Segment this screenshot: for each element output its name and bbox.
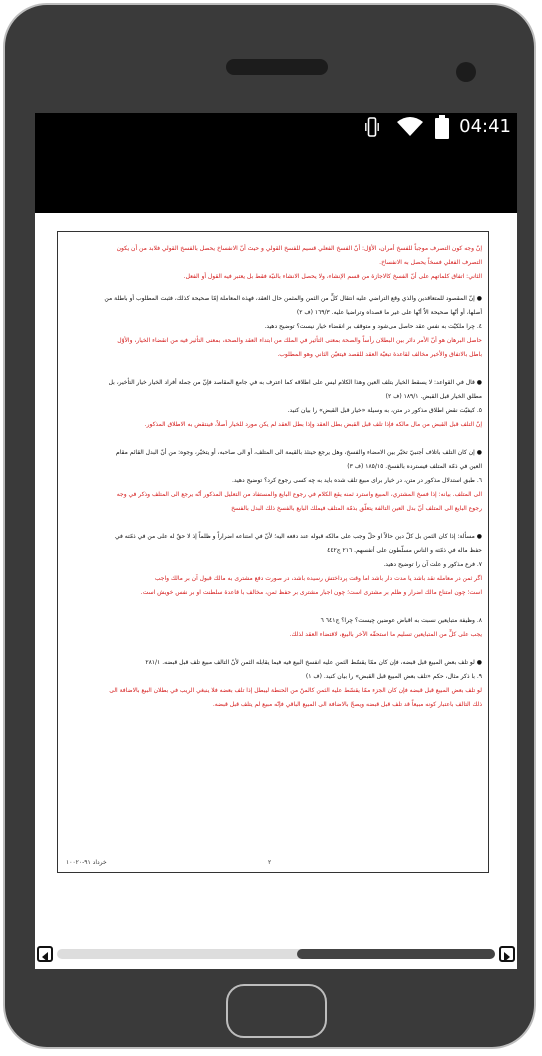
page-content — [62, 242, 482, 712]
text-line: ● لو تلف بعض المبيع قبل قبضه، فإن كان ممّا يقسّط الثمن عليه انفسخ البيع فيه فيما يقابله الثمن لأنّ التالف مبيع تلف قبل قبضه. ٢٨١/١ — [145, 659, 482, 666]
answer-line: إنّ وجه كون التصرف موجباً للفسخ أمران، الأوّل: أنّ الفسخ الفعلي قسيم للفسخ القولي و حيث أنّ الانفساخ يحصل بالفسخ القولي فلابد من أن يكون — [116, 245, 482, 252]
scrollbar-thumb[interactable] — [297, 949, 495, 959]
answer-line: ذلك التالف باعتبار كونه مبيعاً قد تلف قبل قبضه ويصحّ بالاضافة الى المبيع الباقي فإنّه مبيع لم يتلف قبل قبضه. — [212, 701, 482, 708]
home-button[interactable] — [226, 984, 327, 1038]
text-line: مطلق الخيار قبل القبض. ١٨٩/١ (ف ٢) — [385, 393, 482, 400]
vibrate-icon — [365, 117, 379, 137]
page-number: ٢ — [268, 859, 272, 866]
text-line: ● إنّ المقصود للمتعاقدين والذي وقع التراضي عليه انتقال كلٍّ من الثمن والمثمن حال العقد، فهذه المعاملة إمّا صحيحة كذلك، فثبت المطلوب أو باطلة من — [104, 295, 482, 302]
answer-line: الى المتلف. بيانه: إذا فسخ المشتري، المبيع واسترد ثمنه يقع الكلام في رجوع البايع والمستفاد من التعليل المذكور أنّه يرجع الى المتلف وذكر في وجه — [116, 491, 482, 498]
status-time: 04:41 — [459, 116, 511, 137]
paragraph-spacer — [62, 432, 482, 446]
text-line: ٨. وظيفة متبايعين نسبت به اقباض عوضين چيست؟ چرا؟ ج٦٤١ ٦ — [320, 617, 482, 624]
answer-line: يجب على كلٍّ من المتبايعين تسليم ما استحقّه الآخر بالبيع، لاقتضاء العقد لذلك. — [289, 631, 482, 638]
footer-date: خرداد ٩١-١٠٠٢٠ — [66, 859, 107, 866]
text-line: ● إن كان التلف باتلاف أجنبيّ تخيّر بين الامضاء والفسخ، وهل يرجع حينئذ بالقيمة الى المتلف، أو الى صاحبه، أو يتخيّر، وجوه: من أنّ البدل القائم مقام — [116, 449, 482, 456]
speaker-grille — [226, 59, 328, 75]
paragraph-spacer — [62, 516, 482, 530]
front-camera — [456, 62, 476, 82]
scroll-right-button[interactable] — [499, 946, 515, 962]
answer-line: حاصل البرهان هو أنّ الأمر دائر بين البطلان رأساً والصحة بمعنى التأثير في الملك من ابتداء العقد والصحة، بمعنى التأثير فيه من انقضاء الخيار، والأوّل — [117, 337, 482, 344]
answer-line: رجوع البايع الى المتلف أنّ بدل العين التالفة يتعلّق بذمّة المتلف فيملك البايع بالفسخ ذلك البدل بالفسخ — [231, 505, 482, 512]
answer-line: باطل بالاتفاق والأخير مخالف لقاعدة تبعيّة العقد للقصد فيتعيّن الثاني وهو المطلوب. — [277, 351, 482, 358]
horizontal-scrollbar[interactable] — [35, 945, 517, 963]
status-bar — [35, 113, 517, 141]
text-line: ● قال في القواعد: لا يسقط الخيار بتلف العين وهذا الكلام ليس على اطلاقه كما اعترف به في جامع المقاصد فإنّ من جملة أفراد الخيار خيار التأخير، بل — [108, 379, 482, 386]
text-line: ٧. فرع مذكور و علت آن را توضيح دهيد. — [383, 561, 482, 568]
answer-line: لو تلف بعض المبيع قبل قبضه فإن كان الجزء ممّا يقسّط عليه الثمن كالمنّ من الحنطة ليبطل إذا تلف بعضه فلا ينبغي الريب في بطلان البيع بالاضافة الى — [109, 687, 482, 694]
text-line: أصلها، أو أنّها صحيحة الاّ أنّها على غير ما قصداه وتراضيا عليه. ١٦٩/٣ (ف ٢) — [296, 309, 482, 316]
answer-line: إنّ التلف قبل القبض من مال مالكه فإذا تلف قبل القبض بطل العقد وإذا بطل العقد لم يكن مورد للخيار أصلاً، فينتقض به الاطلاق المذكور. — [144, 421, 482, 428]
answer-line: اگر ثمن در معامله نقد باشد يا مدت دار باشد اما وقت پرداختش رسيده باشد، در صورت دفع مشترى به مالك قبول آن بر مالك واجب — [154, 575, 482, 582]
arrow-right-icon — [501, 951, 513, 963]
battery-icon — [435, 115, 449, 139]
app-toolbar — [35, 141, 517, 213]
scroll-left-button[interactable] — [37, 946, 53, 962]
paragraph-spacer — [62, 362, 482, 376]
text-line: ٤. چرا ملكيّت به نفس عقد حاصل می‌شود و متوقف بر انقضاء خيار نيست؟ توضيح دهيد. — [264, 323, 482, 330]
text-line: العين في ذمّة المتلف فيسترده بالفسخ. ١٨٥/١٥ (ف ٣) — [347, 463, 482, 470]
answer-line: است؛ چون امتناع مالك اضرار و ظلم بر مشترى است؛ چون اجبار مشترى بر حفظ ثمن، مخالف با قاعدة سلطنت او بر نفس خويش است. — [140, 589, 482, 596]
arrow-left-icon — [39, 951, 51, 963]
phone-frame — [3, 3, 536, 1049]
answer-line: الثاني: اتفاق كلماتهم على أنّ الفسخ كالاجازة من قسم الإنشاء، ولا يحصل الانشاء بالنيّة فقط بل يعتبر فيه القول أو الفعل. — [183, 273, 482, 280]
text-line: حفظ ماله في ذمّته و الناس مسلّطون على أنفسهم. ٢١٦ ج٤٤٢ — [327, 547, 482, 554]
document-page — [57, 231, 489, 873]
paragraph-spacer — [62, 642, 482, 656]
screen — [35, 113, 517, 969]
text-line: ● مسألة: إذا كان الثمن بل كلّ دين حالاً او حلّ وجب على مالكه قبوله عند دفعه اليه؛ لأنّ في امتناعه اضراراً و ظلماً إذ لا حقّ له على من في ذمّته في — [115, 533, 482, 540]
text-line: ٦. طبق استدلال مذكور در متن، در خيار براى مبيع تلف شده بايد به چه كسى رجوع كرد؟ توضيح دهيد. — [232, 477, 482, 484]
paragraph-spacer — [62, 284, 482, 292]
wifi-icon — [396, 117, 424, 137]
text-line: ٥. كيفيّت نقض اطلاق مذكور در متن، به وسيلة «خيار قبل القبض» را بيان كنيد. — [287, 407, 482, 414]
document-viewer[interactable] — [35, 213, 517, 943]
answer-line: التصرف الفعلي فسخاً يحصل به الانفساخ. — [379, 259, 482, 266]
text-line: ٩. با ذكر مثال، حكم «تلف بعض المبيع قبل القبض» را بيان كنيد. (ف ١) — [305, 673, 482, 680]
paragraph-spacer — [62, 600, 482, 614]
scrollbar-track[interactable] — [57, 949, 495, 959]
